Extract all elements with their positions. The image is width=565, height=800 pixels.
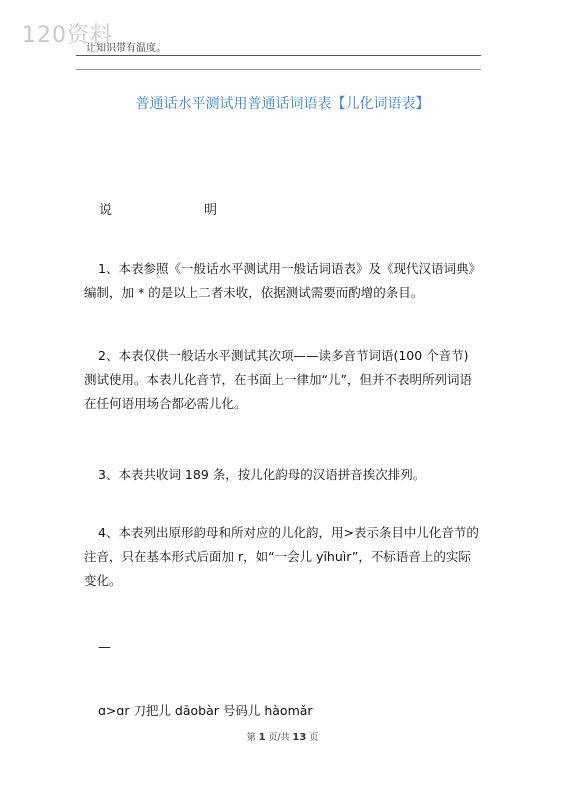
header-rule-secondary [76, 69, 481, 70]
paragraph-text: 3、本表共收词 189 条，按儿化韵母的汉语拼音挨次排列。 [98, 467, 426, 482]
paragraph-3 [84, 463, 480, 487]
paragraph-text: 4、本表列出原形韵母和所对应的儿化韵，用>表示条目中儿化音节的注音，只在基本形式后面加 r，如“一会儿 yīhuìr”，不标语音上的实际变化。 [84, 525, 479, 588]
page-footer [0, 730, 565, 743]
document-title: 普通话水平测试用普通话词语表【儿化词语表】 [135, 96, 430, 112]
footer-prefix: 第 [246, 733, 256, 743]
footer-middle: 页/共 [268, 733, 290, 743]
footer-page-number: 1 [258, 732, 266, 743]
paragraph-1 [84, 257, 480, 305]
section-dash: — [98, 640, 111, 655]
heading-char-2: 明 [204, 203, 218, 218]
heading-char-1: 说 [99, 203, 113, 218]
section-heading [99, 199, 217, 218]
header-tagline: 让知识带有温度。 [86, 43, 166, 54]
footer-total-pages: 13 [292, 732, 307, 743]
paragraph-text: 1、本表参照《一般话水平测试用一般话词语表》及《现代汉语词典》编制，加 * 的是以上二者未收，依据测试需要而酌增的条目。 [84, 261, 475, 300]
header-rule [76, 55, 481, 56]
word-entry: ɑ>ɑr 刀把儿 dāobàr 号码儿 hàomǎr [98, 703, 313, 718]
watermark-logo: 120资料 [22, 23, 113, 48]
paragraph-text: 2、本表仅供一般话水平测试其次项——读多音节词语(100 个音节)测试使用。本表儿化音节，在书面上一律加“儿”，但并不表明所列词语在任何语用场合都必需儿化。 [84, 348, 472, 411]
footer-suffix: 页 [309, 733, 319, 743]
paragraph-4 [84, 521, 480, 593]
paragraph-2 [84, 344, 480, 416]
